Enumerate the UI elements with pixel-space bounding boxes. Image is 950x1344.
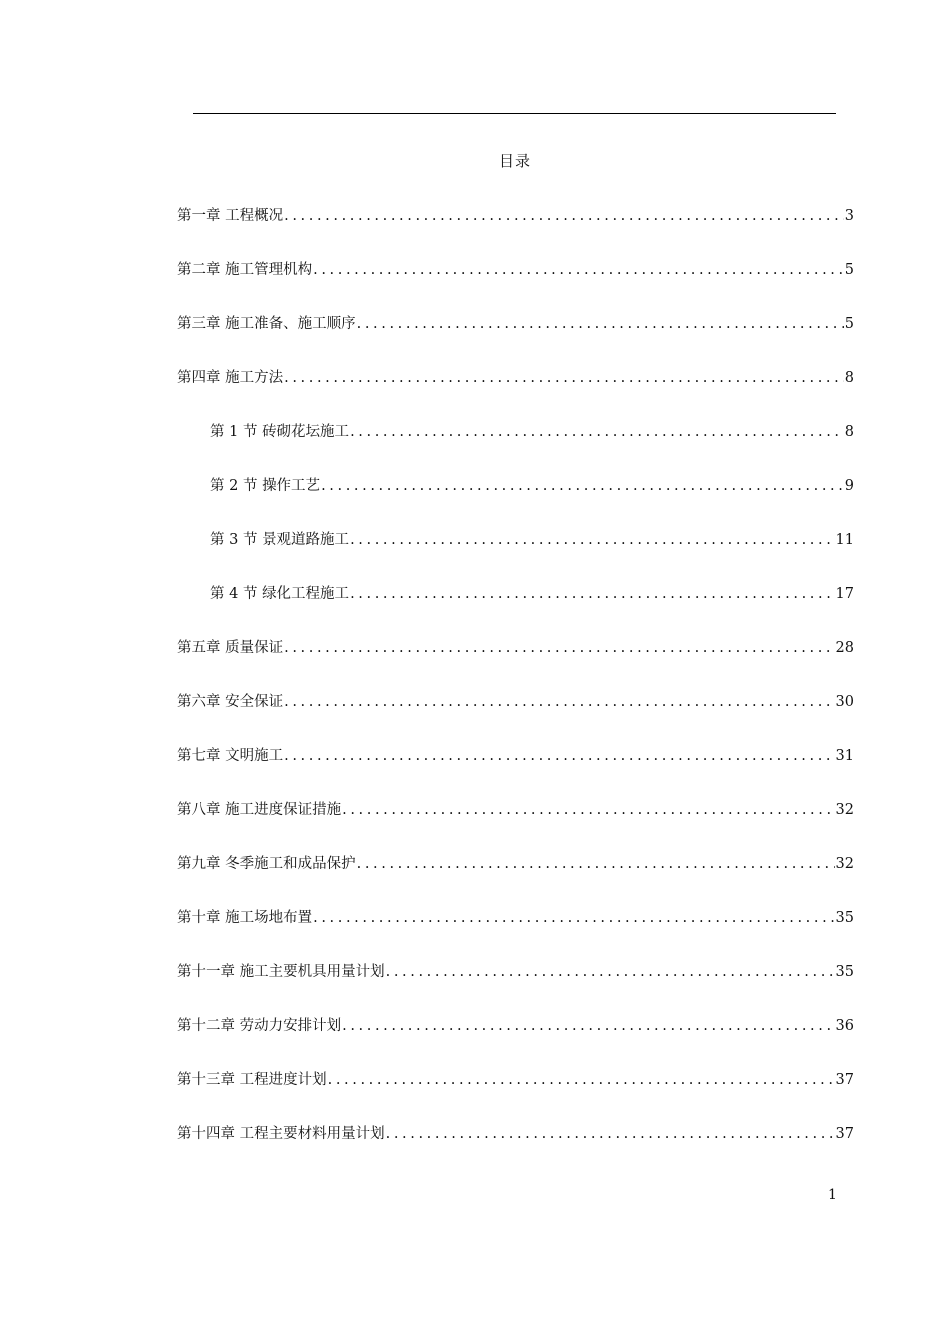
toc-entry-page: 31	[835, 748, 854, 764]
toc-entry-page: 37	[835, 1126, 854, 1142]
toc-dot-leader	[350, 586, 834, 602]
toc-entry-number: 第五章	[177, 640, 226, 656]
toc-entry-text: 施工进度保证措施	[225, 802, 342, 818]
toc-entry[interactable]	[177, 1122, 854, 1176]
toc-entry-text: 施工主要机具用量计划	[239, 964, 385, 980]
toc-entry[interactable]	[177, 906, 854, 960]
header-rule	[193, 113, 836, 114]
toc-dot-leader	[284, 640, 834, 656]
toc-dot-leader	[284, 208, 844, 224]
toc-title: 目录	[498, 152, 531, 170]
toc-entry-text: 操作工艺	[262, 478, 321, 494]
table-of-contents	[177, 204, 854, 1176]
toc-entry-text: 冬季施工和成品保护	[225, 856, 356, 872]
toc-entry-text: 安全保证	[225, 694, 284, 710]
toc-entry-number: 第十章	[177, 910, 226, 926]
toc-entry-page: 32	[835, 856, 854, 872]
toc-entry-page: 8	[844, 424, 854, 440]
toc-entry-page: 28	[835, 640, 854, 656]
toc-entry-page: 5	[844, 316, 854, 332]
toc-dot-leader	[342, 802, 834, 818]
toc-entry[interactable]	[177, 582, 854, 636]
toc-dot-leader	[313, 910, 834, 926]
toc-entry-text: 施工方法	[225, 370, 284, 386]
toc-entry-number: 第八章	[177, 802, 226, 818]
toc-entry-text: 文明施工	[225, 748, 284, 764]
toc-entry[interactable]	[177, 852, 854, 906]
page-number: 1	[828, 1187, 837, 1203]
toc-entry-text: 工程主要材料用量计划	[239, 1126, 385, 1142]
toc-entry-page: 35	[835, 964, 854, 980]
toc-entry[interactable]	[177, 960, 854, 1014]
toc-entry[interactable]	[177, 744, 854, 798]
toc-entry-number: 第一章	[177, 208, 226, 224]
toc-dot-leader	[350, 532, 834, 548]
toc-dot-leader	[342, 1018, 834, 1034]
toc-entry-number: 第十四章	[177, 1126, 240, 1142]
toc-entry-text: 工程进度计划	[239, 1072, 327, 1088]
toc-entry-number: 第四章	[177, 370, 226, 386]
toc-entry[interactable]	[177, 312, 854, 366]
toc-entry[interactable]	[177, 258, 854, 312]
toc-dot-leader	[321, 478, 844, 494]
toc-dot-leader	[328, 1072, 835, 1088]
toc-entry-page: 8	[844, 370, 854, 386]
toc-entry-page: 17	[835, 586, 854, 602]
toc-entry-number: 第十三章	[177, 1072, 240, 1088]
toc-entry-text: 施工管理机构	[225, 262, 313, 278]
toc-entry[interactable]	[177, 798, 854, 852]
toc-entry-text: 施工准备、施工顺序	[225, 316, 356, 332]
toc-entry-number: 第二章	[177, 262, 226, 278]
toc-entry-page: 3	[844, 208, 854, 224]
toc-entry[interactable]	[177, 528, 854, 582]
toc-entry-number: 第九章	[177, 856, 226, 872]
toc-dot-leader	[386, 1126, 835, 1142]
toc-entry[interactable]	[177, 1014, 854, 1068]
toc-entry-number: 第 1 节	[210, 424, 263, 440]
toc-entry-page: 32	[835, 802, 854, 818]
toc-entry-page: 37	[835, 1072, 854, 1088]
toc-entry[interactable]	[177, 366, 854, 420]
toc-entry-text: 景观道路施工	[262, 532, 350, 548]
toc-entry-number: 第十二章	[177, 1018, 240, 1034]
toc-entry[interactable]	[177, 690, 854, 744]
toc-entry-number: 第三章	[177, 316, 226, 332]
toc-entry-page: 35	[835, 910, 854, 926]
toc-entry-number: 第十一章	[177, 964, 240, 980]
toc-entry-number: 第六章	[177, 694, 226, 710]
toc-entry-number: 第 2 节	[210, 478, 263, 494]
toc-entry[interactable]	[177, 474, 854, 528]
toc-entry[interactable]	[177, 420, 854, 474]
toc-entry[interactable]	[177, 1068, 854, 1122]
toc-dot-leader	[357, 316, 844, 332]
toc-entry-text: 工程概况	[225, 208, 284, 224]
toc-entry-page: 30	[835, 694, 854, 710]
toc-dot-leader	[284, 694, 834, 710]
toc-entry-number: 第 4 节	[210, 586, 263, 602]
toc-entry-text: 劳动力安排计划	[239, 1018, 342, 1034]
toc-entry-text: 质量保证	[225, 640, 284, 656]
toc-entry-text: 施工场地布置	[225, 910, 313, 926]
toc-entry-number: 第 3 节	[210, 532, 263, 548]
toc-entry-page: 36	[835, 1018, 854, 1034]
toc-entry-number: 第七章	[177, 748, 226, 764]
toc-dot-leader	[386, 964, 835, 980]
toc-dot-leader	[350, 424, 844, 440]
toc-dot-leader	[313, 262, 844, 278]
toc-entry-page: 5	[844, 262, 854, 278]
toc-entry[interactable]	[177, 636, 854, 690]
toc-entry-page: 11	[835, 532, 854, 548]
toc-dot-leader	[284, 370, 844, 386]
toc-entry[interactable]	[177, 204, 854, 258]
toc-dot-leader	[357, 856, 835, 872]
toc-dot-leader	[284, 748, 834, 764]
toc-entry-text: 绿化工程施工	[262, 586, 350, 602]
toc-entry-text: 砖砌花坛施工	[262, 424, 350, 440]
toc-entry-page: 9	[844, 478, 854, 494]
